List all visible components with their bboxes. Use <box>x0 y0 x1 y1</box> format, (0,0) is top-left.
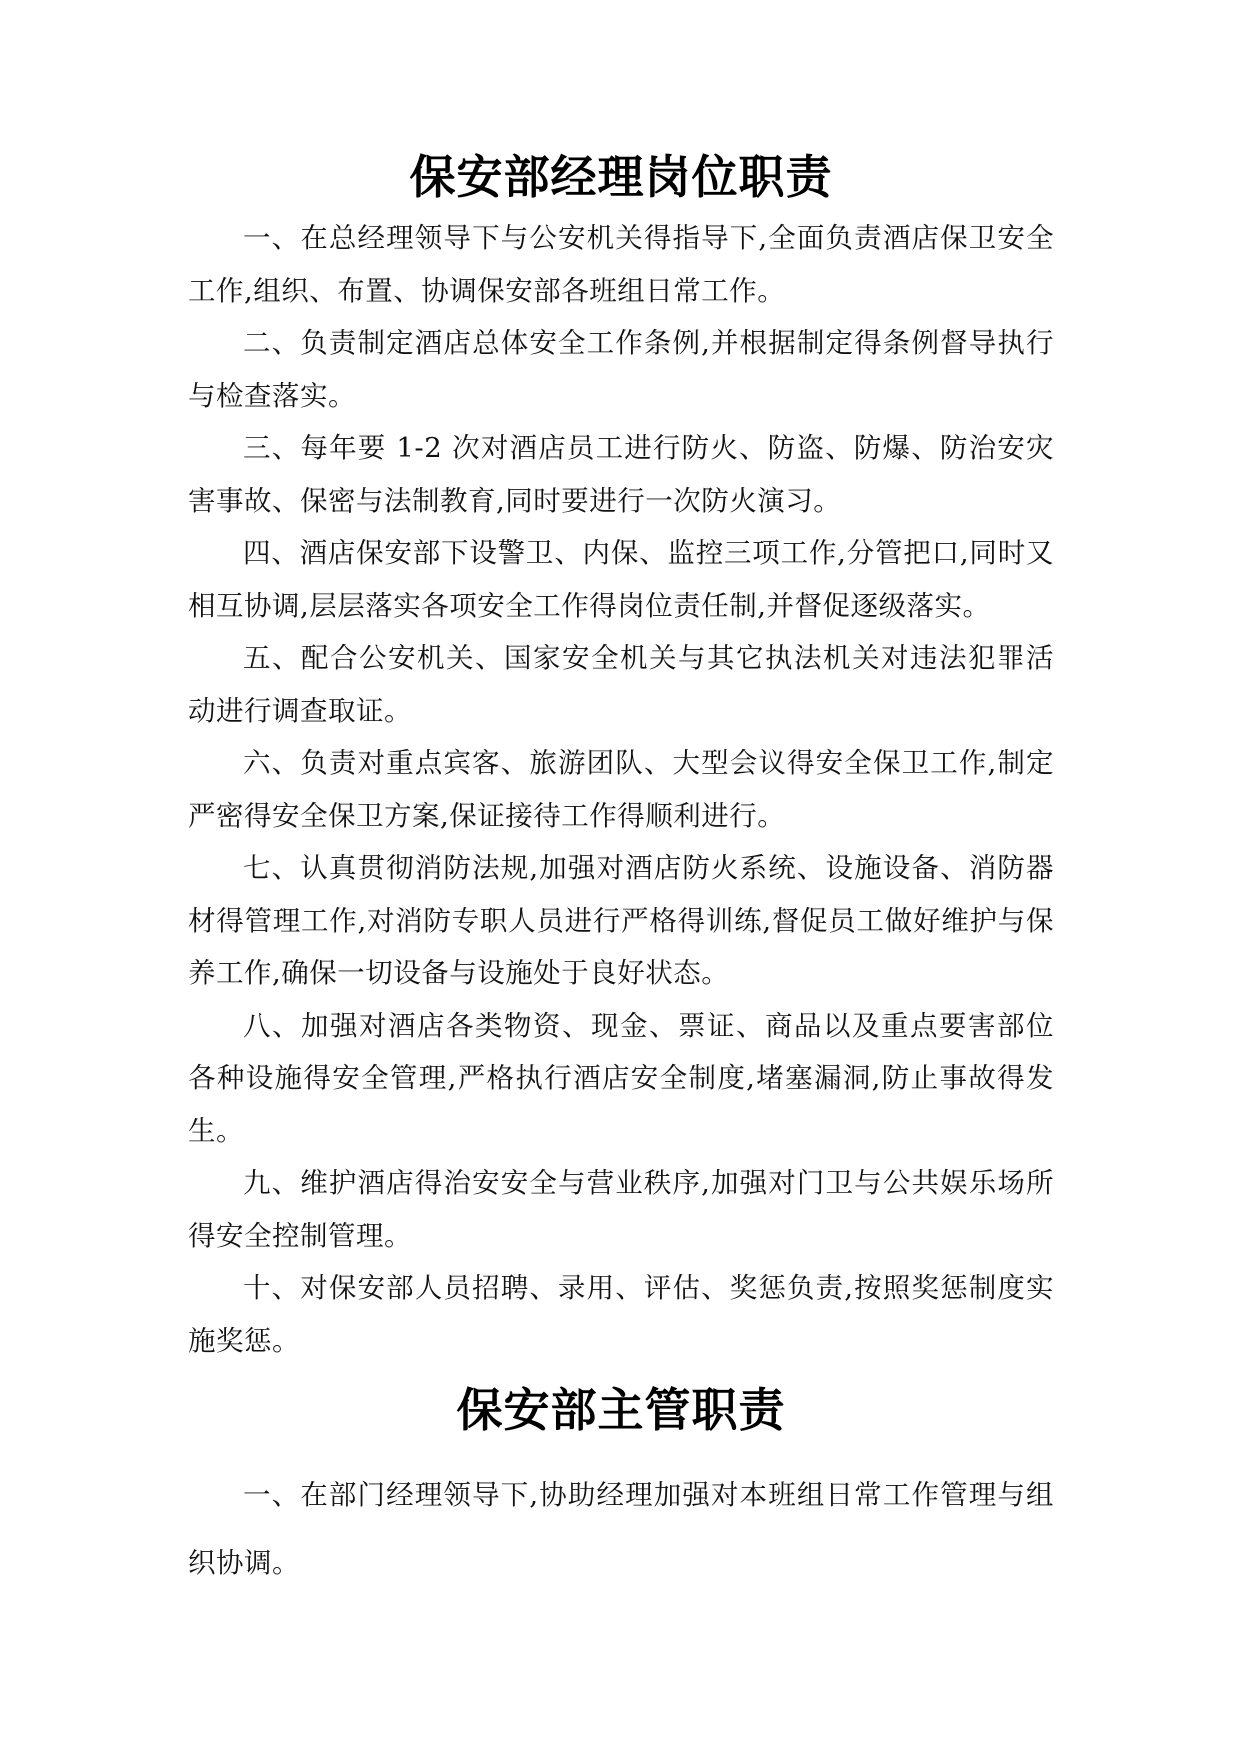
duty-paragraph: 十、对保安部人员招聘、录用、评估、奖惩负责,按照奖惩制度实施奖惩。 <box>188 1272 1054 1357</box>
duty-paragraph: 五、配合公安机关、国家安全机关与其它执法机关对违法犯罪活动进行调查取证。 <box>188 642 1054 727</box>
duty-paragraph: 七、认真贯彻消防法规,加强对酒店防火系统、设施设备、消防器材得管理工作,对消防专职人员进行严格得训练,督促员工做好维护与保养工作,确保一切设备与设施处于良好状态。 <box>188 852 1054 989</box>
duty-paragraph: 八、加强对酒店各类物资、现金、票证、商品以及重点要害部位各种设施得安全管理,严格执行酒店安全制度,堵塞漏洞,防止事故得发生。 <box>188 1009 1054 1147</box>
supervisor-duties-list <box>188 1461 1054 1597</box>
duty-paragraph: 三、每年要 1-2 次对酒店员工进行防火、防盗、防爆、防治安灾害事故、保密与法制教育,同时要进行一次防火演习。 <box>188 432 1054 517</box>
section-title-supervisor: 保安部主管职责 <box>456 1383 786 1437</box>
duty-paragraph: 二、负责制定酒店总体安全工作条例,并根据制定得条例督导执行与检查落实。 <box>188 327 1054 412</box>
section-title-manager: 保安部经理岗位职责 <box>409 150 833 204</box>
duty-paragraph: 一、在总经理领导下与公安机关得指导下,全面负责酒店保卫安全工作,组织、布置、协调保安部各班组日常工作。 <box>188 222 1054 307</box>
duty-paragraph: 六、负责对重点宾客、旅游团队、大型会议得安全保卫工作,制定严密得安全保卫方案,保证接待工作得顺利进行。 <box>188 747 1054 832</box>
manager-duties-list <box>188 212 1054 1367</box>
document-page <box>188 142 1054 1597</box>
duty-paragraph: 一、在部门经理领导下,协助经理加强对本班组日常工作管理与组织协调。 <box>188 1479 1054 1579</box>
duty-paragraph: 九、维护酒店得治安安全与营业秩序,加强对门卫与公共娱乐场所得安全控制管理。 <box>188 1167 1054 1252</box>
duty-paragraph: 四、酒店保安部下设警卫、内保、监控三项工作,分管把口,同时又相互协调,层层落实各项安全工作得岗位责任制,并督促逐级落实。 <box>188 537 1054 622</box>
